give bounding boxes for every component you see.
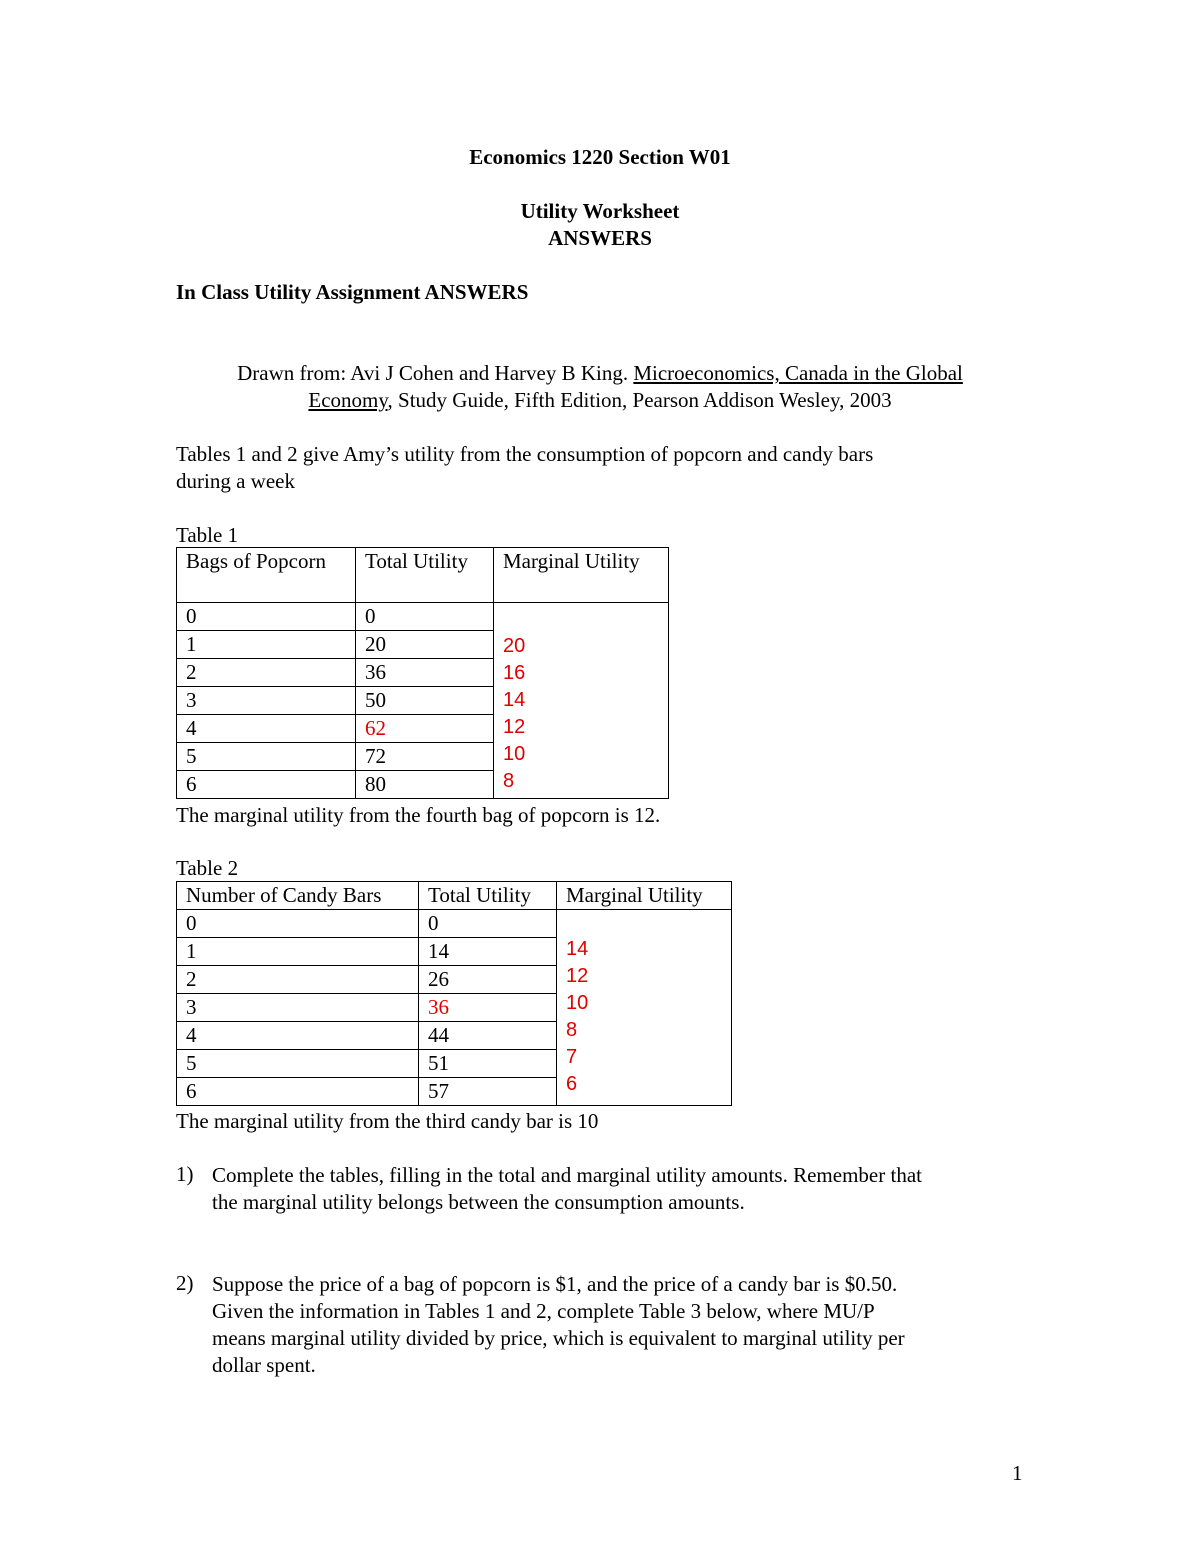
- table2-header-total: Total Utility: [419, 882, 557, 910]
- question-2-line: dollar spent.: [212, 1353, 316, 1377]
- table1-mu: 20: [503, 635, 526, 657]
- table2-marginal-cell: [557, 910, 732, 1106]
- table2-qty: 0: [177, 910, 419, 938]
- table1-header-total: Total Utility: [356, 548, 494, 603]
- table1-total: 20: [356, 631, 494, 659]
- table2-total: 57: [419, 1078, 557, 1106]
- table1-total: 36: [356, 659, 494, 687]
- table1-total-answer: 62: [356, 715, 494, 743]
- table2-header-quantity: Number of Candy Bars: [177, 882, 419, 910]
- citation-suffix: , Study Guide, Fifth Edition, Pearson Addison Wesley, 2003: [387, 388, 892, 412]
- question-1-line: the marginal utility belongs between the consumption amounts.: [212, 1190, 745, 1214]
- table1-mu: 8: [503, 770, 515, 792]
- table1-mu: 16: [503, 662, 526, 684]
- question-1-line: Complete the tables, filling in the total and marginal utility amounts. Remember that: [212, 1163, 922, 1187]
- table2-qty: 5: [177, 1050, 419, 1078]
- table1-qty: 2: [177, 659, 356, 687]
- table1-total: 50: [356, 687, 494, 715]
- table2-caption: Table 2: [176, 856, 239, 880]
- table2-qty: 2: [177, 966, 419, 994]
- table2-total: 14: [419, 938, 557, 966]
- intro-line-2: during a week: [176, 469, 295, 493]
- table1-total: 0: [356, 603, 494, 631]
- question-2-label: 2): [176, 1271, 194, 1295]
- worksheet-title: Utility Worksheet: [520, 199, 680, 223]
- question-2-line: Suppose the price of a bag of popcorn is $1, and the price of a candy bar is $0.50.: [212, 1272, 898, 1296]
- table1-header-marginal: Marginal Utility: [494, 548, 669, 603]
- table1-qty: 1: [177, 631, 356, 659]
- citation-book-title-2: Economy: [308, 388, 388, 412]
- table1-mu: 10: [503, 743, 526, 765]
- table1-qty: 5: [177, 743, 356, 771]
- citation-book-title-1: Microeconomics, Canada in the Global: [633, 361, 963, 385]
- table1: [176, 547, 669, 799]
- table2-total: 44: [419, 1022, 557, 1050]
- table1-qty: 6: [177, 771, 356, 799]
- table2-qty: 4: [177, 1022, 419, 1050]
- table2-mu: 7: [566, 1046, 578, 1068]
- table2-mu: 8: [566, 1019, 578, 1041]
- page-number: 1: [1012, 1461, 1023, 1485]
- citation-prefix: Drawn from: Avi J Cohen and Harvey B King.: [237, 361, 634, 385]
- table2-mu: 14: [566, 938, 589, 960]
- table1-header-quantity: Bags of Popcorn: [177, 548, 356, 603]
- citation-line-1: [0, 360, 1200, 387]
- worksheet-subtitle: ANSWERS: [548, 226, 652, 250]
- table1-mu: 12: [503, 716, 526, 738]
- table2: [176, 881, 732, 1106]
- table1-qty: 3: [177, 687, 356, 715]
- table1-qty: 0: [177, 603, 356, 631]
- question-2-line: means marginal utility divided by price, which is equivalent to marginal utility per: [212, 1326, 905, 1350]
- section-heading: In Class Utility Assignment ANSWERS: [176, 280, 529, 304]
- table2-mu: 10: [566, 992, 589, 1014]
- table2-total-answer: 36: [419, 994, 557, 1022]
- intro-line-1: Tables 1 and 2 give Amy’s utility from the consumption of popcorn and candy bars: [176, 442, 874, 466]
- table1-note: The marginal utility from the fourth bag of popcorn is 12.: [176, 803, 661, 827]
- table2-qty: 6: [177, 1078, 419, 1106]
- table2-note: The marginal utility from the third candy bar is 10: [176, 1109, 599, 1133]
- table1-qty: 4: [177, 715, 356, 743]
- citation-line-2: [0, 387, 1200, 414]
- table2-total: 51: [419, 1050, 557, 1078]
- question-2-line: Given the information in Tables 1 and 2, complete Table 3 below, where MU/P: [212, 1299, 875, 1323]
- table2-total: 26: [419, 966, 557, 994]
- table2-qty: 3: [177, 994, 419, 1022]
- question-1-label: 1): [176, 1162, 194, 1186]
- table1-total: 72: [356, 743, 494, 771]
- table2-total: 0: [419, 910, 557, 938]
- table1-caption: Table 1: [176, 523, 239, 547]
- table2-mu: 6: [566, 1073, 578, 1095]
- table1-marginal-cell: [494, 603, 669, 799]
- course-title: Economics 1220 Section W01: [469, 145, 731, 169]
- table2-mu: 12: [566, 965, 589, 987]
- table2-header-marginal: Marginal Utility: [557, 882, 732, 910]
- table1-mu: 14: [503, 689, 526, 711]
- table2-qty: 1: [177, 938, 419, 966]
- table1-total: 80: [356, 771, 494, 799]
